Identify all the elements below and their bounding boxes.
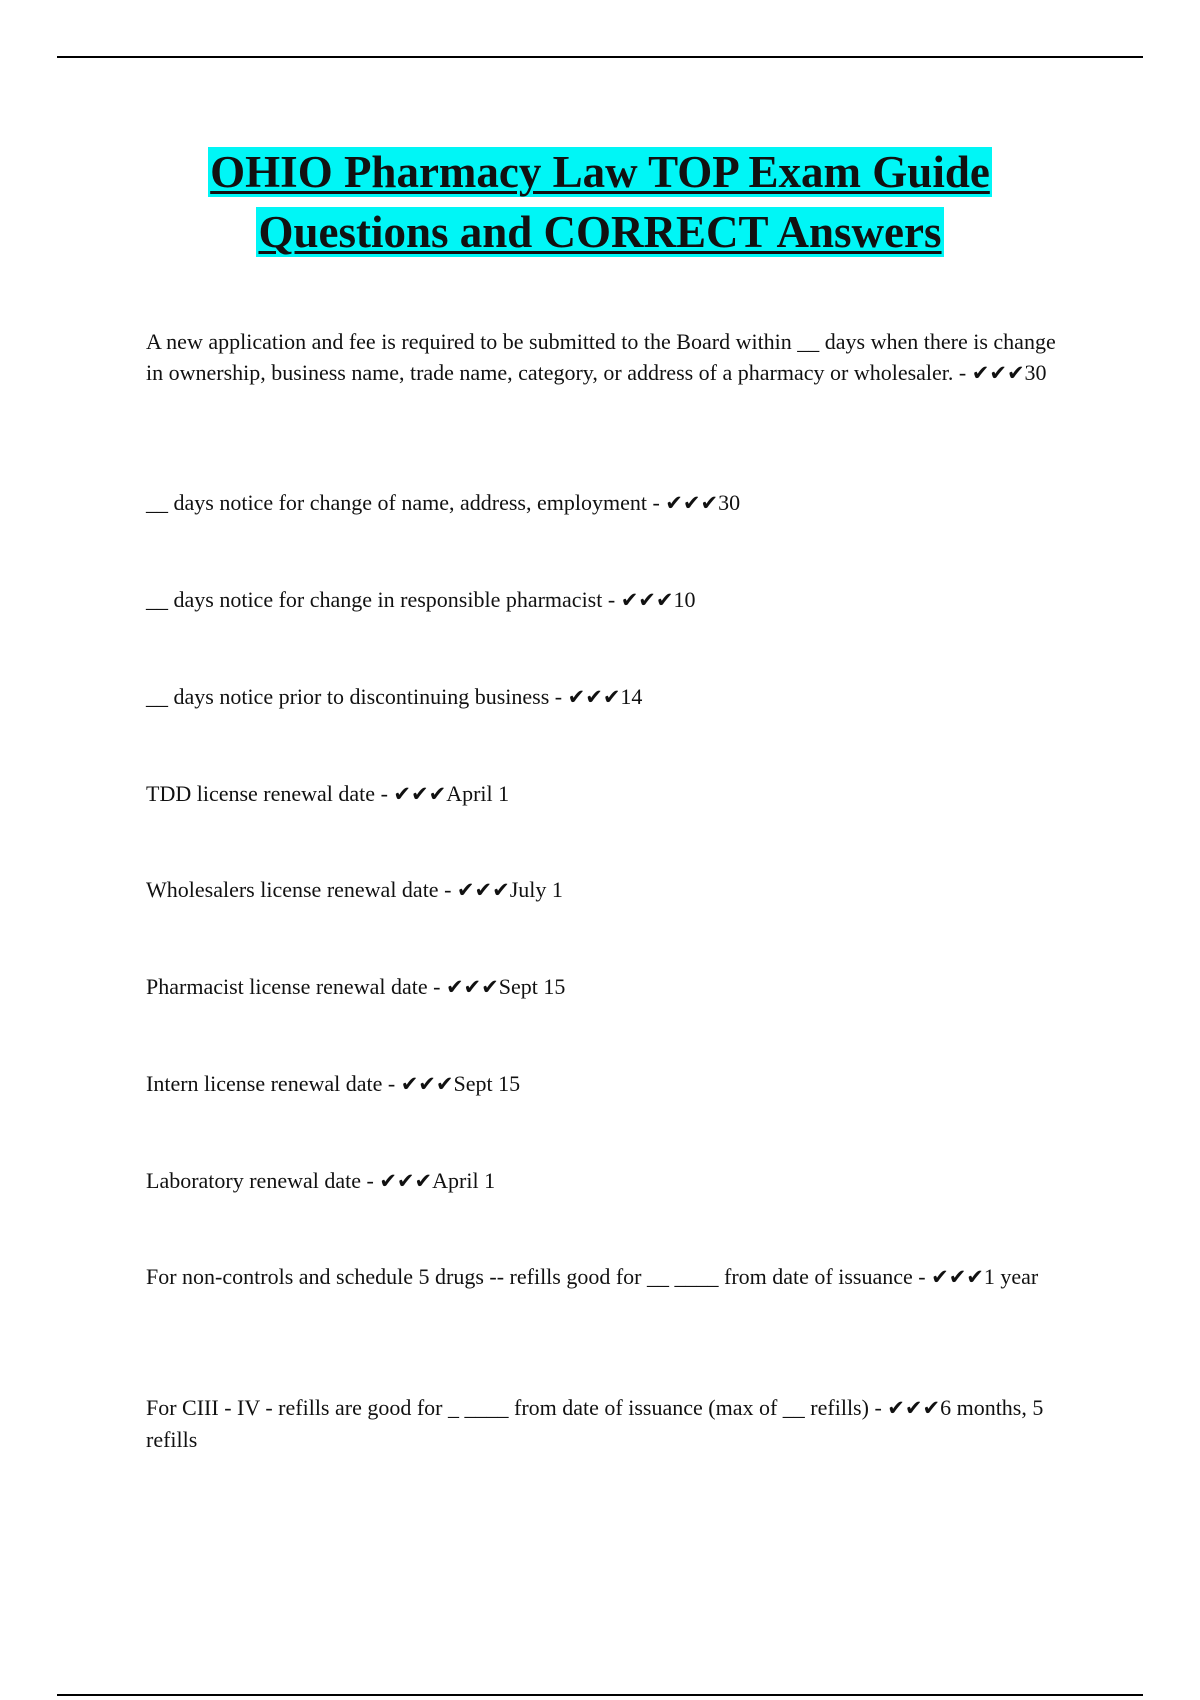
qa-item (146, 1068, 1066, 1100)
answer-text: 1 year (983, 1264, 1039, 1289)
answer-text: Sept 15 (498, 974, 566, 999)
separator: - (602, 587, 621, 612)
title-line-1: OHIO Pharmacy Law TOP Exam Guide (210, 147, 990, 197)
check-icon: ✔✔✔ (971, 361, 1025, 385)
qa-item (146, 778, 1066, 810)
bottom-rule (57, 1694, 1143, 1696)
answer-text: Sept 15 (453, 1071, 521, 1096)
qa-item (146, 326, 1066, 389)
answer-text: 30 (718, 490, 741, 515)
separator: - (361, 1168, 380, 1193)
question-text: Intern license renewal date (146, 1071, 383, 1096)
answer-text: April 1 (446, 781, 510, 806)
question-text: For non-controls and schedule 5 drugs -- refills good for __ ____ from date of issuance (146, 1264, 913, 1289)
check-icon: ✔✔✔ (393, 782, 447, 806)
check-icon: ✔✔✔ (379, 1169, 433, 1193)
check-icon: ✔✔✔ (456, 878, 510, 902)
check-icon: ✔✔✔ (400, 1072, 454, 1096)
question-text: __ days notice for change of name, address, employment (146, 490, 647, 515)
separator: - (549, 684, 568, 709)
separator: - (438, 877, 457, 902)
answer-text: 30 (1024, 360, 1047, 385)
separator: - (427, 974, 446, 999)
qa-item (146, 681, 1066, 713)
qa-item (146, 1392, 1066, 1455)
check-icon: ✔✔✔ (620, 588, 674, 612)
check-icon: ✔✔✔ (665, 491, 719, 515)
separator: - (953, 360, 972, 385)
separator: - (375, 781, 394, 806)
separator: - (646, 490, 666, 515)
separator: - (868, 1395, 888, 1420)
separator: - (382, 1071, 401, 1096)
answer-text: 10 (673, 587, 696, 612)
title-line-2: Questions and CORRECT Answers (258, 207, 942, 257)
separator: - (912, 1264, 932, 1289)
qa-item (146, 1261, 1066, 1293)
document-title (0, 142, 1200, 262)
question-text: TDD license renewal date (146, 781, 376, 806)
question-text: For CIII - IV - refills are good for _ ____ from date of issuance (max of __ refills) (146, 1395, 869, 1420)
answer-text: April 1 (432, 1168, 496, 1193)
question-text: __ days notice prior to discontinuing business (146, 684, 550, 709)
answer-text: July 1 (509, 877, 563, 902)
qa-item (146, 874, 1066, 906)
check-icon: ✔✔✔ (445, 975, 499, 999)
question-text: A new application and fee is required to be submitted to the Board within __ days when there is change in ownership, business name, trade name, category, or address of a pharmacy or wholesaler. (146, 329, 1056, 385)
question-text: Pharmacist license renewal date (146, 974, 428, 999)
qa-item (146, 487, 1066, 519)
question-text: Laboratory renewal date (146, 1168, 361, 1193)
question-text: Wholesalers license renewal date (146, 877, 439, 902)
check-icon: ✔✔✔ (567, 685, 621, 709)
answer-text: 14 (620, 684, 643, 709)
qa-item (146, 584, 1066, 616)
top-rule (57, 56, 1143, 58)
check-icon: ✔✔✔ (931, 1265, 984, 1289)
check-icon: ✔✔✔ (887, 1396, 941, 1420)
qa-item (146, 1165, 1066, 1197)
question-text: __ days notice for change in responsible pharmacist (146, 587, 603, 612)
answer-text: 6 months, 5 refills (146, 1395, 1044, 1452)
qa-item (146, 971, 1066, 1003)
